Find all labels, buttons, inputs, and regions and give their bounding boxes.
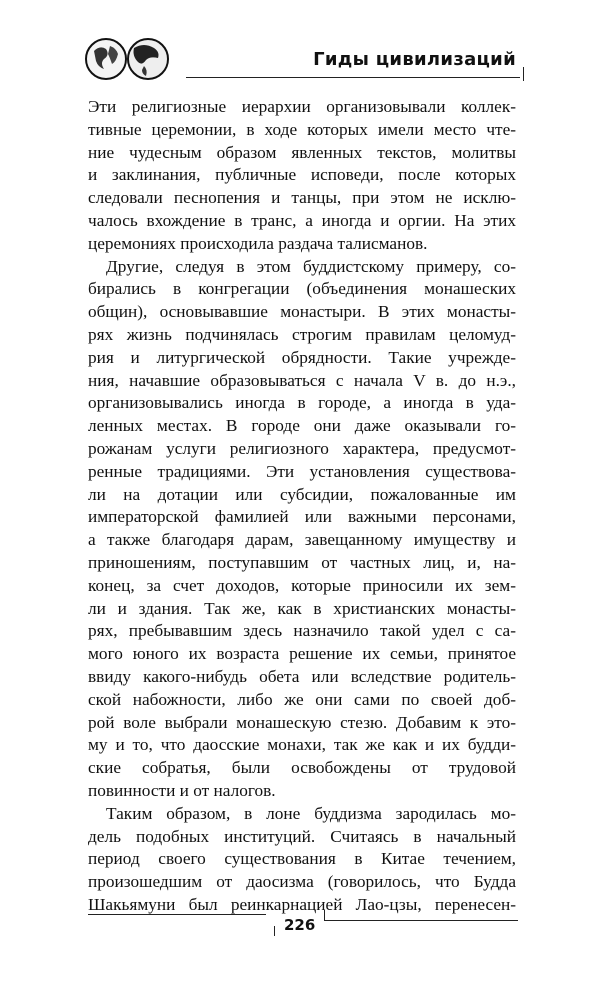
text-line: повинности и от налогов.: [88, 780, 276, 800]
page-footer: [88, 906, 518, 940]
text-line: Шакьямуни был реинкарнацией Лао-цзы, перенесен-: [88, 894, 516, 914]
text-line: приношениям, поступавшим от частных лиц, и, на-: [88, 552, 516, 572]
page-number: 226: [284, 916, 316, 934]
text-line: чалось вхождение в транс, а иногда и оргии. На этих: [88, 210, 516, 230]
text-line: рожанам услуги религиозного характера, предусмот-: [88, 438, 516, 458]
text-line: церемониях происходила раздача талисманов.: [88, 233, 428, 253]
header-tick: [523, 67, 524, 81]
footer-tick-right: [324, 910, 325, 920]
text-line: Эти религиозные иерархии организовывали коллек-: [88, 97, 516, 116]
text-line: ния, начавшие образовываться с начала V в. до н.э.,: [88, 370, 516, 390]
running-header: [84, 36, 524, 86]
text-line: императорской фамилией или важными персонами,: [88, 507, 516, 527]
text-line: ли и здания. Так же, как в христианских монасты-: [88, 598, 516, 618]
page-body: [88, 96, 516, 917]
text-line: ли на дотации или субсидии, пожалованные им: [88, 484, 516, 504]
text-line: следовали песнопения и танцы, при этом не исклю-: [88, 188, 516, 208]
text-line: рия и литургической обрядности. Такие учрежде-: [88, 347, 516, 367]
text-line: произошедшим от даосизма (говорилось, что Будда: [88, 872, 516, 892]
text-line: тивные церемонии, в ходе которых имели место чте-: [88, 119, 516, 139]
header-title: Гиды цивилизаций: [313, 49, 516, 70]
text-line: период своего существования в Китае течением,: [88, 849, 516, 869]
text-line: общин), основывавшие монастыри. В этих монасты-: [88, 302, 516, 322]
text-line: ренные традициями. Эти установления существова-: [88, 461, 516, 481]
text-line: организовывались иногда в городе, а иногда в уда-: [88, 393, 516, 413]
header-rule: [186, 77, 520, 78]
globes-logo-icon: [84, 36, 180, 82]
text-line: рях жизнь подчинялась строгим правилам целомуд-: [88, 324, 516, 344]
text-line: мого юного их возраста решение их семьи, принятое: [88, 644, 516, 664]
text-line: ввиду какого-нибудь обета или вследствие родитель-: [88, 666, 516, 686]
text-line: а также благодаря дарам, завещанному имуществу и: [88, 530, 516, 550]
footer-rule-right: [324, 920, 518, 921]
paragraph: [88, 803, 516, 917]
text-line: му и то, что даосские монахи, так же как и их будди-: [88, 735, 516, 755]
text-line: Таким образом, в лоне буддизма зародилась мо-: [106, 803, 516, 823]
text-line: ленных местах. В городе они даже оказывали го-: [88, 416, 516, 436]
text-line: рой воле выбрали монашескую стезю. Добавим к это-: [88, 712, 516, 732]
paragraph: [88, 256, 516, 803]
paragraph: [88, 96, 516, 256]
text-line: ние чудесным образом явленных текстов, молитвы: [88, 142, 516, 162]
text-line: конец, за счет доходов, которые приносили их зем-: [88, 575, 516, 595]
text-line: рях, пребывавшим здесь назначило такой удел с са-: [88, 621, 516, 641]
text-line: Другие, следуя в этом буддистскому примеру, со-: [106, 256, 516, 276]
text-line: бирались в конгрегации (объединения монашеских: [88, 279, 516, 299]
text-line: и заклинания, публичные исповеди, после которых: [88, 165, 516, 185]
footer-rule-left: [88, 914, 266, 915]
footer-tick-left: [274, 926, 275, 936]
text-line: дель подобных институций. Считаясь в начальный: [88, 826, 516, 846]
text-line: ские собратья, были освобождены от трудовой: [88, 758, 516, 778]
text-line: ской набожности, либо же они сами по своей доб-: [88, 689, 516, 709]
